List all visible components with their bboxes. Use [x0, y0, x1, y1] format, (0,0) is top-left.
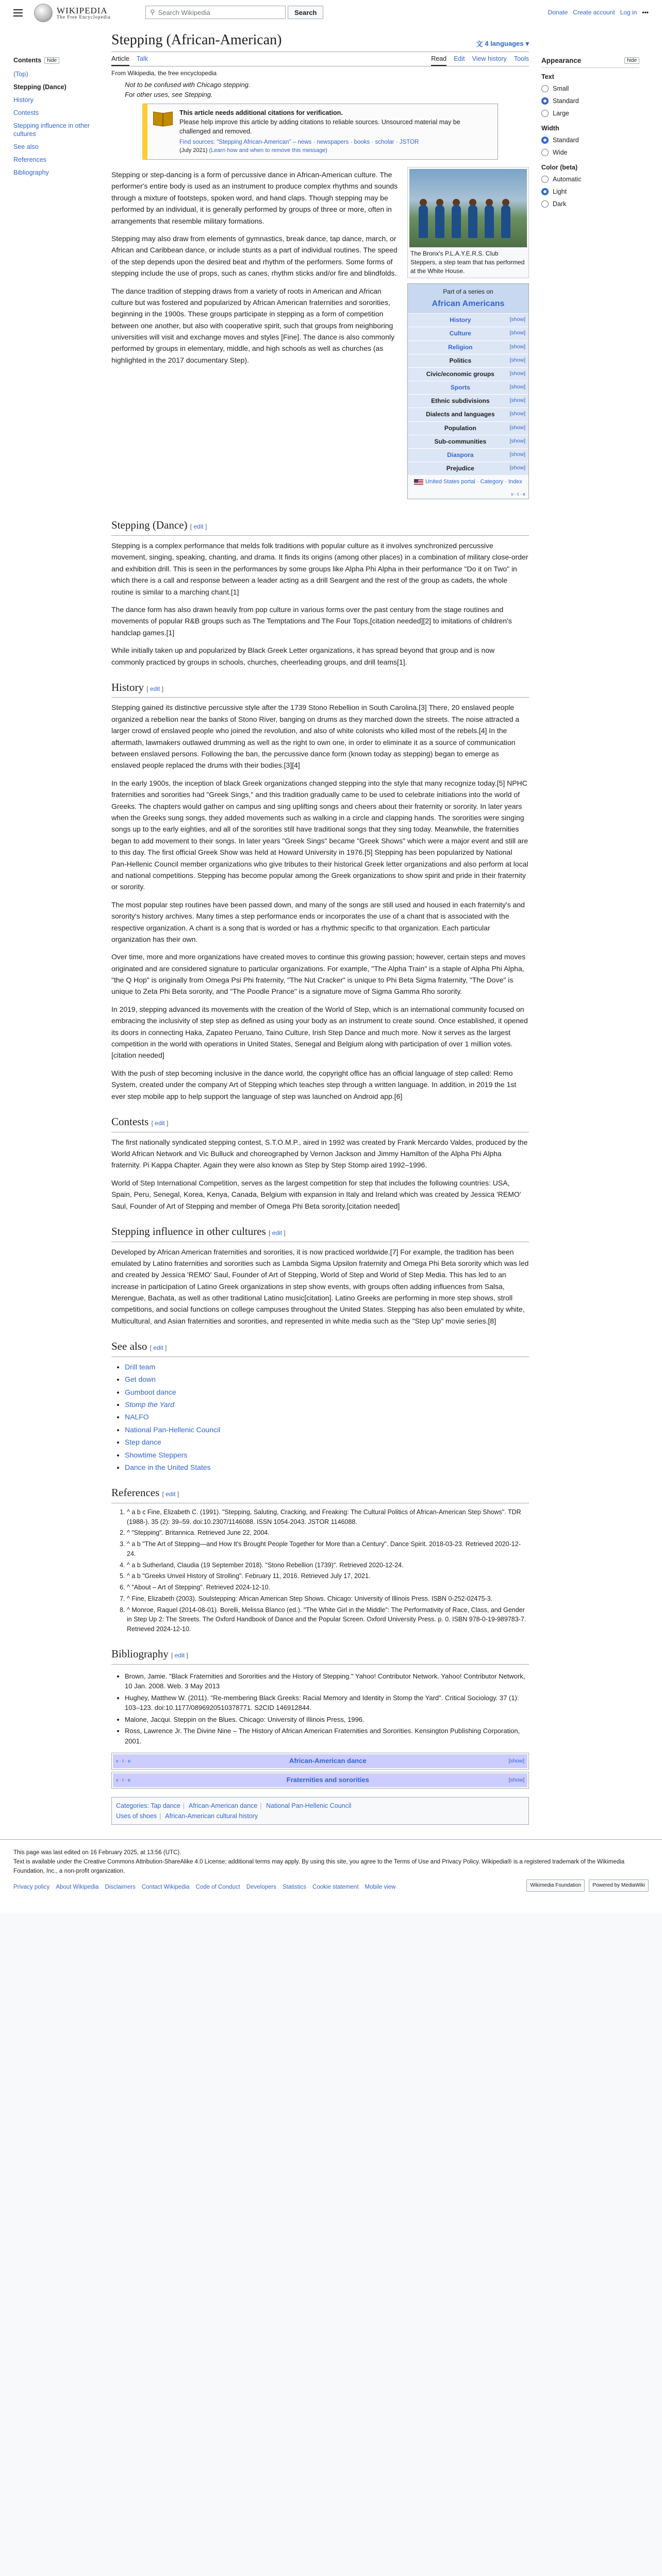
sidebar-row-subcommunities[interactable]: Sub-communities: [434, 437, 487, 445]
translate-icon: 文: [476, 40, 483, 48]
wordmark-title: WIKIPEDIA: [57, 6, 108, 15]
notice-body: Please help improve this article by adding citations to reliable sources. Unsourced material may be challenged and removed.: [179, 118, 460, 135]
references-list: [111, 1507, 529, 1634]
toc-item-influence[interactable]: Stepping influence in other cultures: [13, 122, 90, 138]
category-links: Categories: Tap dance | African-American dance | National Pan-Hellenic Council Uses of shoes | African-American cultural history: [111, 1797, 529, 1825]
color-label: Color (beta): [541, 164, 578, 171]
portal-links[interactable]: United States portal · Category · Index: [425, 479, 522, 485]
notice-heading: This article needs additional citations for verification.: [179, 109, 343, 116]
page-tabs: [111, 52, 529, 66]
bibliography-item: • Malone, Jacqui. Steppin on the Blues. Chicago: University of Illinois Press, 1996.: [125, 1715, 529, 1725]
main-menu-icon[interactable]: [13, 9, 23, 16]
show-toggle[interactable]: [show]: [509, 437, 525, 444]
see-also-link[interactable]: Dance in the United States: [125, 1463, 211, 1471]
see-also-link[interactable]: Get down: [125, 1375, 156, 1384]
categories-label[interactable]: Categories:: [116, 1802, 149, 1809]
footer-link[interactable]: Mobile view: [365, 1884, 396, 1890]
history-paragraph-3: The most popular step routines have been passed down, and many of the songs are still used and housed in each fraternity's and sorority's history archives. Many times a step performance ends or incorporates the use of a chant that is associated with the respective organization. A chant is a song that is worded or has a rhythmic specific to that organization. Each particular organization has their own.: [111, 900, 525, 943]
navbox-african-american-dance: [111, 1753, 529, 1770]
notice-date: (July 2021): [179, 147, 208, 154]
toc-item-bibliography[interactable]: Bibliography: [13, 169, 49, 176]
site-header: [0, 0, 662, 26]
text-small-option[interactable]: Small: [541, 82, 639, 95]
sidebar-row-religion[interactable]: Religion: [448, 343, 473, 351]
footer-link[interactable]: Statistics: [283, 1884, 307, 1890]
heading-history: History [ edit ]: [111, 679, 529, 698]
appearance-panel: [541, 26, 639, 1839]
footer-link[interactable]: Code of Conduct: [195, 1884, 240, 1890]
show-toggle[interactable]: [show]: [509, 451, 525, 458]
citation-notice: [142, 104, 498, 160]
find-sources-links[interactable]: Find sources: "Stepping African-American" – news · newspapers · books · scholar · JSTOR: [179, 139, 419, 146]
reference-item[interactable]: 7. ^ Fine, Elizabeth (2003). Soulstepping: African American Step Shows. Chicago: University of Illinois Press. ISBN 0-252-02475-3.: [127, 1594, 529, 1604]
sidebar-row-history[interactable]: History: [450, 316, 471, 324]
image-caption: The Bronx's P.L.A.Y.E.R.S. Club Steppers, a step team that has performed at the White House.: [410, 249, 525, 275]
page-title: Stepping (African-American): [111, 32, 282, 48]
category-link[interactable]: African-American cultural history: [165, 1812, 258, 1820]
vte-links[interactable]: v · t · e: [116, 1758, 131, 1764]
search-input[interactable]: [145, 6, 286, 19]
wikipedia-globe-icon: [34, 4, 53, 22]
search-form: [145, 6, 323, 19]
text-size-label: Text: [541, 73, 554, 80]
vte-links[interactable]: v · t · e: [510, 492, 525, 497]
sidebar-row-dialects[interactable]: Dialects and languages: [426, 411, 495, 418]
toc-item-see-also[interactable]: See also: [13, 143, 39, 151]
lead-paragraph-2: Stepping may also draw from elements of gymnastics, break dance, tap dance, march, or African and Caribbean dance, or include stunts as a part of individual routines. The speed of the step depends upon the desired beat and rhythm of the performers. Some forms of stepping include the use of props, such as canes, rhythm sticks and/or fire and blindfolds.: [111, 234, 398, 278]
reference-item[interactable]: 4. ^ a b Sutherland, Claudia (19 September 2018). "Stono Rebellion (1739)". Retrieved 2020-12-24.: [127, 1561, 529, 1570]
history-paragraph-4: Over time, more and more organizations have created moves to continue this growing passion; however, certain steps and moves originated and are considered signature to particular organizations. For example, "The Alpha Train" is a staple of Alpha Phi Alpha, "the Q Hop" is originally from Omega Psi Phi fraternity, "The Nut Cracker" is unique to Phi Beta Sigma fraternity, "The Dove" is unique to Zeta Phi Beta sorority, and "The Poodle Prance" is a signature move of Sigma Gamma Rho sorority.: [111, 953, 526, 996]
tab-talk[interactable]: Talk: [136, 55, 148, 62]
languages-label: 4 languages: [485, 40, 524, 47]
navbox-title[interactable]: African-American dance: [289, 1757, 367, 1765]
edit-section-link[interactable]: edit: [193, 523, 204, 531]
footer-link[interactable]: About Wikipedia: [56, 1884, 99, 1890]
see-also-link[interactable]: National Pan-Hellenic Council: [125, 1425, 221, 1434]
contests-paragraph-1: The first nationally syndicated stepping contest, S.T.O.M.P., aired in 1992 was created by Frank Mercardo Valdes, produced by the World African Network and Vic Bulluck and choreographed by Vernon Jackson and Jimmy Hamilton of the Alpha Phi Alpha fraternity. Pi Kappa Chapter. Again they were also known as Step by Step Stomp aired 1992–1996.: [111, 1138, 528, 1170]
last-edited: This page was last edited on 16 February 2025, at 13:56 (UTC).: [13, 1849, 181, 1856]
show-toggle[interactable]: [show]: [509, 370, 525, 377]
dance-paragraph-1: Stepping is a complex performance that melds folk traditions with popular culture as it involves synchronized percussive movement, singing, speaking, chanting, and drama. It finds its origins (among other places) in a combination of military close-order and exhibition drill. This is seen in the performances by some groups like Alpha Phi Alpha in their performance "Do it on Two" in which there is a call and response between a leader acting as a drill Seargent and the rest of the group as cadets, the whole routine is similar to a marching chant.[1]: [111, 541, 528, 596]
see-also-link[interactable]: Stomp the Yard: [125, 1400, 174, 1409]
series-part-of: Part of a series on: [443, 288, 493, 296]
reference-item[interactable]: 1. ^ a b c Fine, Elizabeth C. (1991). "Stepping, Saluting, Cracking, and Freaking: The Cultural Politics of African-American Step Shows". TDR (1988-). 35 (2): 39–59. doi:10.2307/1146088. ISSN 1054-2043. JSTOR 1146088.: [127, 1507, 529, 1527]
heading-contests: Contests [ edit ]: [111, 1113, 529, 1132]
bibliography-list: [111, 1671, 529, 1747]
license-text: Text is available under the Creative Commons Attribution-ShareAlike 4.0 License; additional terms may apply. By using this site, you agree to the Terms of Use and Privacy Policy. Wikipedia® is a registered trademark of the Wikimedia Foundation, Inc., a non-profit organization.: [13, 1859, 625, 1875]
sidebar-row-diaspora[interactable]: Diaspora: [447, 451, 474, 459]
reference-item[interactable]: 2. ^ "Stepping". Britannica. Retrieved June 22, 2004.: [127, 1528, 529, 1538]
show-toggle[interactable]: [show]: [509, 384, 525, 391]
show-toggle[interactable]: [show]: [509, 397, 525, 404]
see-also-link[interactable]: Showtime Steppers: [125, 1450, 188, 1459]
see-also-list: [111, 1361, 529, 1473]
chevron-down-icon: ▾: [525, 39, 529, 47]
toc-item-references[interactable]: References: [13, 156, 46, 164]
sidebar-row-politics[interactable]: Politics: [449, 357, 472, 364]
learn-more-link[interactable]: (Learn how and when to remove this message): [209, 147, 327, 154]
toc-item-top[interactable]: (Top): [13, 71, 28, 78]
lead-paragraph-1: Stepping or step-dancing is a form of percussive dance in African-American culture. The performer's entire body is used as an instrument to produce complex rhythms and sounds through a mixture of footsteps, spoken word, and hand claps. Though stepping may be performed by an individual, it is generally performed by groups of three or more, often in arrangements that resemble military formations.: [111, 170, 398, 225]
series-sidebar: [407, 283, 529, 499]
see-also-link[interactable]: Drill team: [125, 1362, 156, 1371]
toc-title: Contents: [13, 57, 42, 64]
appearance-title: Appearance: [541, 57, 582, 64]
show-toggle[interactable]: [show]: [509, 316, 525, 323]
sidebar-row-population[interactable]: Population: [444, 424, 476, 432]
footer-link[interactable]: Privacy policy: [13, 1884, 50, 1890]
influence-paragraph-1: Developed by African American fraternities and sororities, it is now practiced worldwide.[7] For example, the tradition has been emulated by Latino fraternities and sororities such as Lambda Sigma Upsilon fraternity and Omega Phi Beta sorority which was led and created by Jessica 'REMO' Saul, Founder of Art of Stepping, World of Step and World of Step Media. This has led to an increase in participation of Latino Greek organizations in step show events, with groups often adding influences from Salsa, Merengue, Bachata, as well as other traditional Latino music[citation]. Latino Greeks are performing in more step shows, stroll competitions, and social functions on college campuses throughout the United States. Stepping has also been emulated by white, Multicultural, and Asian fraternities and sororities, and represented in white media such as the "Step Up" movie series.[8]: [111, 1247, 529, 1325]
history-paragraph-1: Stepping gained its distinctive percussive style after the 1739 Stono Rebellion in South Carolina.[3] There, 20 enslaved people organized a rebellion near the banks of Stono River, banging on drums as they marched down the streets. The noise attracted a larger crowd of enslaved people who joined the revolution, and also of white colonists who killed most of the rebels.[4] In the aftermath, lawmakers outlawed drumming as well as the right to own one, in order to eliminate it as a source of communication between enslaved persons. Following the ban, the percussive dance form (known today as stepping) began to emerge as enslaved people replaced the drums with their bodies.[3][4]: [111, 703, 520, 770]
heading-stepping-dance: Stepping (Dance) [ edit ]: [111, 517, 529, 536]
see-also-link[interactable]: Gumboot dance: [125, 1387, 176, 1396]
text-standard-option[interactable]: Standard: [541, 95, 639, 107]
reference-item[interactable]: 8. ^ Monroe, Raquel (2014-08-01). Borelli, Melissa Blanco (ed.). "The White Girl in the Middle": The Performativity of Race, Class, and Gender in Step Up 2: The Streets. The Oxford Handbook of Dance and the Popular Screen. Oxford University Press. p. 0. ISBN 978-0-19-989783-7. Retrieved 2024-12-10.: [127, 1605, 529, 1634]
heading-bibliography: Bibliography [ edit ]: [111, 1646, 529, 1665]
color-dark-option[interactable]: Dark: [541, 198, 639, 210]
lead-image-frame: [407, 167, 529, 278]
hatnote-other-uses: For other uses, see Stepping.: [125, 91, 213, 98]
from-wikipedia: From Wikipedia, the free encyclopedia: [111, 70, 217, 77]
sidebar-row-ethnic[interactable]: Ethnic subdivisions: [431, 397, 490, 405]
tab-view-history[interactable]: View history: [472, 55, 507, 62]
step-team-photo[interactable]: [409, 169, 527, 247]
mediawiki-badge[interactable]: Powered by MediaWiki: [589, 1879, 649, 1892]
show-toggle[interactable]: [show]: [508, 1776, 524, 1783]
width-wide-option[interactable]: Wide: [541, 146, 639, 159]
article-content: [111, 26, 529, 1839]
more-options-icon[interactable]: •••: [642, 9, 649, 16]
history-paragraph-2: In the early 1900s, the inception of black Greek organizations changed stepping into the style that many recognize today.[5] NPHC fraternities and sororities had "Greek Sings," and this tradition gradually came to be used to celebrate initiations into the world of Greeks. The chapters would gather on campus and sing uplifting songs and cheers about their fraternity or sorority. In later years when the Greeks sung songs, they added movements such as walking in a circle and clapping hands. The sororities were singing songs up to the early eighties, and all of the sororities still have traditional songs that they sing today. Meanwhile, the fraternities began to add movement to their songs. In later years "Greek Sings" became "Greek Shows" which were a major event and still are to this day. The first official Greek Show was held at Howard University in 1976.[5] Stepping has been popularized by National Pan-Hellenic Council member organizations who give tributes to their historical Greek letter organizations and also perform at local and national competitions. Stepping has become popular among the Greek organizations to show spirit and pride in their fraternity or sorority.: [111, 778, 528, 891]
footer-link[interactable]: Cookie statement: [312, 1884, 359, 1890]
show-toggle[interactable]: [show]: [509, 357, 525, 363]
search-icon: ⚲: [150, 8, 155, 16]
category-link[interactable]: National Pan-Hellenic Council: [266, 1802, 352, 1809]
create-account-link[interactable]: Create account: [573, 9, 615, 16]
navbox-title[interactable]: Fraternities and sororities: [286, 1775, 370, 1784]
footer-link[interactable]: Developers: [246, 1884, 277, 1890]
show-toggle[interactable]: [show]: [509, 343, 525, 350]
tab-read[interactable]: Read: [431, 52, 446, 66]
toc-item-stepping-dance[interactable]: Stepping (Dance): [13, 83, 67, 91]
infobox-column: [407, 167, 529, 499]
toc-hide-button[interactable]: hide: [44, 57, 59, 64]
color-automatic-option[interactable]: Automatic: [541, 173, 639, 185]
heading-influence: Stepping influence in other cultures [ edit ]: [111, 1223, 529, 1242]
toc-item-contests[interactable]: Contests: [13, 109, 39, 116]
color-light-option[interactable]: Light: [541, 185, 639, 198]
table-of-contents: [13, 26, 103, 1839]
search-button[interactable]: Search: [288, 6, 323, 19]
reference-item[interactable]: 5. ^ a b "Greeks Unveil History of Strolling". February 11, 2016. Retrieved July 17, 2021.: [127, 1571, 529, 1581]
dance-paragraph-3: While initially taken up and popularized by Black Greek Letter organizations, it has spread beyond that group and is now commonly practiced by groups in schools, churches, cheerleading groups, and drill teams[1].: [111, 646, 495, 666]
us-flag-icon: [414, 479, 423, 485]
reference-item[interactable]: 6. ^ "About – Art of Stepping". Retrieved 2024-12-10.: [127, 1583, 529, 1592]
appearance-hide-button[interactable]: hide: [624, 57, 639, 64]
donate-link[interactable]: Donate: [548, 9, 568, 16]
bibliography-item: • Brown, Jamie. "Black Fraternities and Sororities and the History of Stepping." Yahoo! Contributor Network. Yahoo! Contributor Network, 10 Jan. 2008. Web. 3 May 2013: [125, 1671, 529, 1691]
heading-see-also: See also [ edit ]: [111, 1338, 529, 1357]
sidebar-row-sports[interactable]: Sports: [450, 384, 470, 392]
show-toggle[interactable]: [show]: [509, 465, 525, 471]
tab-article[interactable]: Article: [111, 52, 129, 66]
heading-references: References [ edit ]: [111, 1484, 529, 1503]
book-icon: [153, 108, 173, 129]
contests-paragraph-2: World of Step International Competition, serves as the largest competition for step that includes the following countries: USA, Spain, Peru, Senegal, Korea, Kenya, Canada, Belgium with expansion in Italy and Ireland which was created by Jessica 'REMO' Saul, Founder of Art of Stepping and member of Omega Phi Beta sorority.[citation needed]: [111, 1178, 521, 1210]
category-link[interactable]: African-American dance: [188, 1802, 258, 1809]
footer-link[interactable]: Disclaimers: [105, 1884, 136, 1890]
edit-section-link[interactable]: edit: [153, 1344, 163, 1352]
bibliography-item: • Ross, Lawrence Jr. The Divine Nine – The History of African American Fraternities and Sororities. Kensington Publishing Corporation, 2001.: [125, 1726, 529, 1746]
vte-links[interactable]: v · t · e: [116, 1777, 131, 1783]
see-also-link[interactable]: Step dance: [125, 1438, 161, 1447]
category-link[interactable]: Uses of shoes: [116, 1812, 157, 1820]
languages-button[interactable]: [476, 39, 529, 48]
tab-tools[interactable]: Tools: [514, 55, 529, 62]
log-in-link[interactable]: Log in: [620, 9, 637, 16]
article-body: [111, 165, 529, 1825]
edit-section-link[interactable]: edit: [174, 1651, 185, 1659]
category-link[interactable]: Tap dance: [151, 1802, 180, 1809]
page-footer: [0, 1839, 662, 1913]
toc-item-history[interactable]: History: [13, 96, 34, 104]
sidebar-row-civic[interactable]: Civic/economic groups: [426, 370, 494, 378]
edit-section-link[interactable]: edit: [166, 1490, 176, 1498]
show-toggle[interactable]: [show]: [509, 424, 525, 431]
footer-link[interactable]: Contact Wikipedia: [141, 1884, 190, 1890]
history-paragraph-6: With the push of step becoming inclusive in the dance world, the copyright office has an official language of step called: Remo System, created under the company Art of Stepping which teaches step through a written language. In addition, in 2019 the 1st ever step mobile app to help support the language of step was launched on Android app.[6]: [111, 1069, 517, 1100]
reference-item[interactable]: 3. ^ a b "The Art of Stepping—and How It's Brought People Together for More than a Century". Dance Spirit. 2018-03-23. Retrieved 2020-12-24.: [127, 1539, 529, 1559]
history-paragraph-5: In 2019, stepping advanced its movements with the creation of the World of Step, which is an international community focused on embracing the inclusivity of step step as defined as using your body as an instrument to create sound. Once established, it opened its doors in connecting Haka, Zapateo Peruano, Taino Culture, Irish Step Dance and much more. Now it serves as the largest competition in the world with operations in United States, Senegal and Belgium along with participation of over 1 million votes.[citation needed]: [111, 1005, 528, 1060]
bibliography-item: • Hughey, Matthew W. (2011). "Re-membering Black Greeks: Racial Memory and Identity in Stomp the Yard". Critical Sociology. 37 (1): 103–123. doi:10.1177/0896920510378771. S2CID 146912844.: [125, 1693, 529, 1713]
width-standard-option[interactable]: Standard: [541, 134, 639, 146]
search-placeholder: Search Wikipedia: [158, 8, 210, 16]
tab-edit[interactable]: Edit: [454, 55, 465, 62]
series-title[interactable]: African Americans: [432, 299, 505, 308]
wikipedia-logo[interactable]: [34, 4, 110, 22]
width-label: Width: [541, 125, 559, 132]
show-toggle[interactable]: [show]: [509, 411, 525, 417]
edit-section-link[interactable]: edit: [155, 1119, 165, 1127]
sidebar-row-prejudice[interactable]: Prejudice: [446, 465, 474, 472]
user-links: [548, 9, 649, 16]
show-toggle[interactable]: [show]: [508, 1758, 524, 1765]
lead-paragraph-3: The dance tradition of stepping draws from a variety of roots in American and African culture but was fostered and popularized by African American fraternities and sororities, beginning in the 1900s. These groups participate in stepping as a form of competition between one another, but also with cooperative spirit, such that groups from neighboring universities will visit and exchange moves and styles [Fine]. The dance is also commonly performed by groups in elementary, middle, and high schools as well as churches (as highlighted in the 2017 documentary Step).: [111, 286, 395, 364]
navbox-fraternities: [111, 1772, 529, 1789]
hatnote-chicago: Not to be confused with Chicago stepping.: [125, 81, 251, 89]
dance-paragraph-2: The dance form has also drawn heavily from pop culture in various forms over the past century from the stage routines and movements of popular R&B groups such as The Temptations and The Four Tops,[citation needed][2] to imitations of children's handclap games.[1]: [111, 605, 512, 637]
edit-section-link[interactable]: edit: [272, 1229, 283, 1236]
wordmark-tagline: The Free Encyclopedia: [57, 14, 111, 20]
wikimedia-badge[interactable]: Wikimedia Foundation: [526, 1879, 585, 1892]
show-toggle[interactable]: [show]: [509, 330, 525, 336]
see-also-link[interactable]: NALFO: [125, 1413, 149, 1421]
edit-section-link[interactable]: edit: [150, 685, 160, 692]
text-large-option[interactable]: Large: [541, 107, 639, 120]
sidebar-row-culture[interactable]: Culture: [449, 330, 471, 337]
